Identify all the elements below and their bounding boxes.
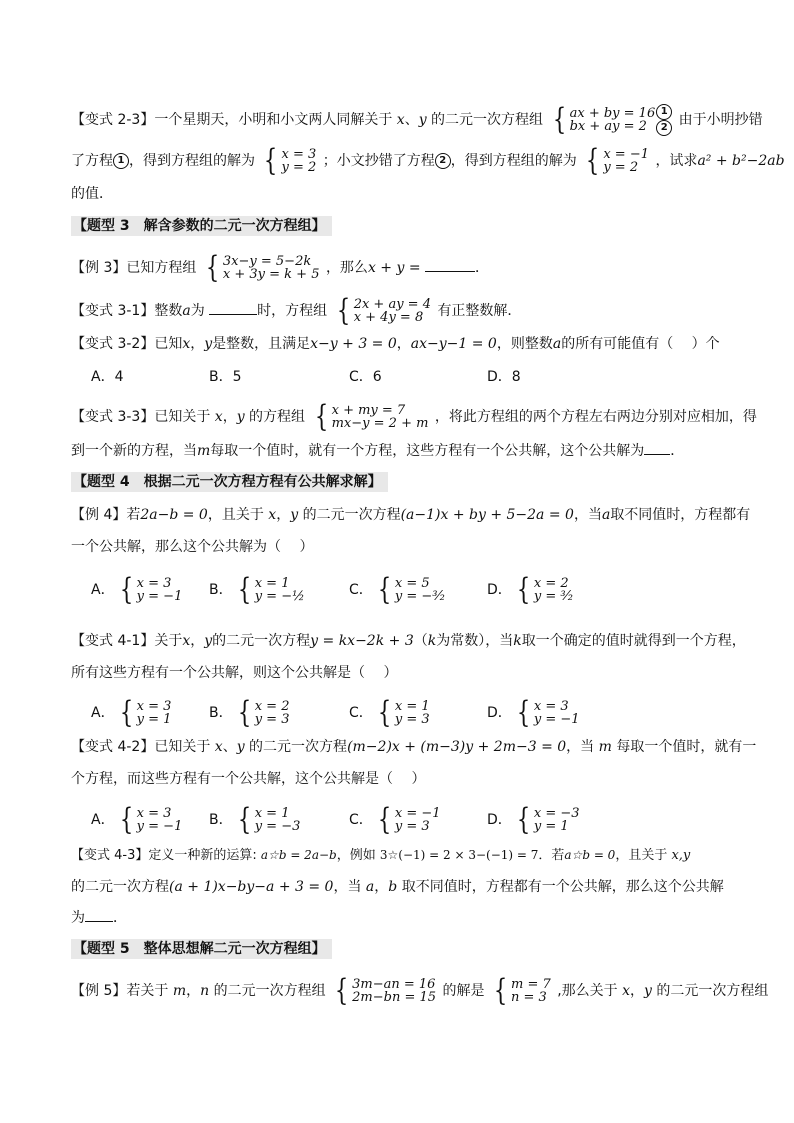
text-fragment: A． [91, 705, 115, 721]
text-fragment: ax + by = 16 [569, 106, 656, 121]
text-fragment: D． [487, 705, 512, 721]
text-fragment: ， [222, 409, 237, 425]
text-fragment: k [513, 633, 522, 649]
text-fragment: 已知关于 [154, 739, 215, 755]
text-fragment: D． [487, 582, 512, 598]
text-fragment: y = 3 [254, 712, 290, 727]
v41-option-c[interactable]: C． { x = 1 y = 3 [349, 695, 430, 730]
v43-line-2 [71, 877, 724, 897]
text-fragment: 关于 [154, 633, 183, 649]
text-fragment: 每取一个值时，就有一个方程，这些方程有一个公共解，这个公共解为 [210, 443, 645, 459]
text-fragment: 整数 [154, 303, 183, 319]
text-fragment: 为常数），当 [436, 633, 514, 649]
text-fragment: y [644, 983, 652, 999]
v32-line [71, 334, 720, 354]
text-fragment: x−y + 3 = 0 [310, 336, 397, 352]
v42-label: 【变式 4-2】 [71, 739, 155, 755]
text-fragment: x + y = [367, 260, 421, 276]
text-fragment: x [268, 507, 277, 523]
text-fragment: ． [670, 443, 685, 459]
circled-one-icon: 1 [113, 153, 129, 169]
text-fragment: x [182, 633, 191, 649]
text-fragment: 由于小明抄错 [678, 112, 763, 128]
text-fragment: 是整数，且满足 [212, 336, 311, 352]
text-fragment: ， [276, 507, 291, 523]
text-fragment: D． [487, 812, 512, 828]
text-fragment: y [290, 507, 299, 523]
text-fragment: 、 [222, 739, 237, 755]
text-fragment: x = 3 [136, 576, 172, 591]
text-fragment: y = 2 [281, 160, 317, 175]
section-title-5: 【题型 5 整体思想解二元一次方程组】 [71, 939, 332, 959]
text-fragment: 的二元一次方程 [298, 507, 401, 523]
text-fragment: 的所有可能值有（ ）个 [561, 336, 720, 352]
text-fragment: 有正整数解． [437, 303, 522, 319]
text-fragment: 的值． [71, 186, 113, 202]
ex4-line-2 [71, 537, 313, 557]
text-fragment: n [200, 983, 210, 999]
text-fragment: 2m−bn = 15 [352, 990, 437, 1005]
text-fragment: 取一个确定的值时就得到一个方程， [521, 633, 746, 649]
text-fragment: x = 3 [136, 806, 172, 821]
v41-line-1 [71, 631, 746, 651]
text-fragment: 取不同值时，方程都有 [610, 507, 751, 523]
text-fragment: x [622, 983, 631, 999]
ex4-option-a[interactable]: A． { x = 3 y = −1 [91, 572, 183, 607]
v23-solution-a: { x = 3 y = 2 [264, 143, 317, 178]
v31-equation-system: { 2x + ay = 4 x + 4y = 8 [336, 293, 431, 328]
v33-line-1 [71, 399, 757, 434]
text-fragment: 已知方程组 [126, 260, 197, 276]
text-fragment: x + 3y = k + 5 [222, 267, 320, 282]
ex5-line [71, 973, 769, 1008]
v31-line [71, 293, 522, 328]
v33-equation-system: { x + my = 7 mx−y = 2 + m [314, 399, 429, 434]
text-fragment: 的二元一次方程组 [426, 112, 544, 128]
text-fragment: x,y [671, 848, 691, 863]
text-fragment: x [214, 409, 223, 425]
text-fragment: ，当 [566, 739, 599, 755]
v32-option-d[interactable]: D．8 [487, 369, 521, 385]
text-fragment: 时，方程组 [257, 303, 328, 319]
text-fragment: 一个星期天，小明和小文两人同解关于 [154, 112, 397, 128]
text-fragment: y = −1 [533, 712, 580, 727]
text-fragment: x + 4y = 8 [353, 310, 424, 325]
text-fragment: A． [91, 582, 115, 598]
v33-line-2 [71, 440, 684, 461]
text-fragment: A． [91, 812, 115, 828]
text-fragment: y = ³⁄₂ [533, 589, 573, 604]
text-fragment: ， [186, 983, 201, 999]
v41-option-b[interactable]: B． { x = 2 y = 3 [209, 695, 290, 730]
text-fragment: 每取一个值时，就有一 [611, 739, 757, 755]
text-fragment: x = −1 [394, 806, 441, 821]
text-fragment: y = −1 [136, 589, 183, 604]
text-fragment: 若 [126, 507, 141, 523]
v23-line-3 [71, 184, 113, 204]
text-fragment: mx−y = 2 + m [331, 416, 429, 431]
text-fragment: B． [209, 582, 233, 598]
text-fragment: x [214, 739, 223, 755]
ex4-option-b[interactable]: B． { x = 1 y = −½ [209, 572, 305, 607]
text-fragment: 的二元一次方程 [71, 879, 169, 895]
text-fragment: x = 2 [254, 699, 290, 714]
v41-option-d[interactable]: D． { x = 3 y = −1 [487, 695, 580, 730]
ex4-label: 【例 4】 [71, 507, 127, 523]
ex3-label: 【例 3】 [71, 260, 127, 276]
text-fragment: y [204, 633, 213, 649]
text-fragment: a☆b = 0 [564, 848, 616, 862]
text-fragment: ,那么关于 [557, 983, 623, 999]
text-fragment: y = 1 [136, 712, 172, 727]
text-fragment: ，且关于 [207, 507, 269, 523]
v33-label: 【变式 3-3】 [71, 409, 155, 425]
v32-label: 【变式 3-2】 [71, 336, 155, 352]
text-fragment: B． [209, 812, 233, 828]
text-fragment: ．若 [538, 848, 565, 863]
text-fragment: a☆b = 2a−b [260, 848, 337, 862]
text-fragment: k [427, 633, 437, 649]
text-fragment: 取不同值时，方程都有一个公共解，那么这个公共解 [397, 879, 724, 895]
text-fragment: x = 3 [281, 147, 317, 162]
text-fragment: ，且关于 [615, 848, 672, 863]
ex3-equation-system: { 3x−y = 5−2k x + 3y = k + 5 [205, 250, 320, 285]
ex5-equation-system: { 3m−an = 16 2m−bn = 15 [334, 973, 437, 1008]
text-fragment: 的二元一次方程组 [651, 983, 769, 999]
text-fragment: ， [190, 633, 205, 649]
v23-solution-b: { x = −1 y = 2 [586, 143, 649, 178]
text-fragment: 所有这些方程有一个公共解，则这个公共解是（ ） [71, 665, 398, 681]
answer-blank[interactable] [209, 300, 257, 315]
v32-option-a[interactable]: A．4 [91, 369, 124, 385]
text-fragment: m [172, 983, 187, 999]
text-fragment: 3☆(−1) = 2 × 3−(−1) = 7 [379, 848, 539, 862]
circled-two-icon: 2 [435, 153, 451, 169]
text-fragment: 若关于 [126, 983, 173, 999]
v43-label: 【变式 4-3】 [71, 848, 149, 863]
text-fragment: ，那么 [325, 260, 368, 276]
text-fragment: ， [190, 336, 205, 352]
text-fragment: a [601, 507, 611, 523]
text-fragment: ． [475, 260, 490, 276]
text-fragment: C． [349, 582, 373, 598]
text-fragment: 3x−y = 5−2k [222, 254, 312, 269]
v43-line-3 [71, 907, 127, 928]
text-fragment: ，试求 [655, 153, 698, 169]
text-fragment: x [396, 112, 405, 128]
text-fragment: a [552, 336, 562, 352]
text-fragment: ， [630, 983, 645, 999]
answer-blank[interactable] [425, 257, 475, 272]
ex4-line-1 [71, 505, 750, 525]
text-fragment: C． [349, 812, 373, 828]
text-fragment: 的方程组 [244, 409, 306, 425]
text-fragment: 为 [190, 303, 205, 319]
text-fragment: 的二元一次方程 [212, 633, 311, 649]
text-fragment: B． [209, 705, 233, 721]
v42-option-b[interactable]: B． { x = 1 y = −3 [209, 802, 301, 837]
text-fragment: x = 1 [254, 576, 290, 591]
ex4-option-c[interactable]: C． { x = 5 y = −³⁄₂ [349, 572, 445, 607]
text-fragment: C． [349, 705, 373, 721]
v23-line-1 [71, 104, 763, 136]
text-fragment: (m−2)x + (m−3)y + 2m−3 = 0 [347, 739, 567, 755]
text-fragment: m = 7 [511, 977, 551, 992]
ex3-line [71, 250, 490, 285]
text-fragment: ， [374, 879, 389, 895]
v42-option-d[interactable]: D． { x = −3 y = 1 [487, 802, 580, 837]
text-fragment: 定义一种新的运算: [148, 848, 257, 863]
answer-blank[interactable] [644, 440, 670, 455]
v42-line-1 [71, 737, 756, 757]
v32-option-c[interactable]: C．6 [349, 369, 382, 385]
text-fragment: x = 3 [533, 699, 569, 714]
v23-line-2 [71, 143, 785, 178]
text-fragment: （ [413, 633, 428, 649]
text-fragment: m [197, 443, 211, 459]
text-fragment: y = 2 [603, 160, 639, 175]
text-fragment: ，当 [333, 879, 366, 895]
text-fragment: x [182, 336, 191, 352]
text-fragment: 到一个新的方程，当 [71, 443, 197, 459]
text-fragment: y = −³⁄₂ [394, 589, 445, 604]
text-fragment: x = 1 [394, 699, 430, 714]
circled-two-icon: 2 [656, 120, 672, 136]
text-fragment: 3m−an = 16 [352, 977, 436, 992]
text-fragment: x = −3 [533, 806, 580, 821]
ex5-label: 【例 5】 [71, 983, 127, 999]
v41-label: 【变式 4-1】 [71, 633, 155, 649]
section-title-4: 【题型 4 根据二元一次方程方程有公共解求解】 [71, 472, 388, 492]
text-fragment: ，则整数 [496, 336, 553, 352]
text-fragment: 已知 [154, 336, 183, 352]
section-title-3: 【题型 3 解含参数的二元一次方程组】 [71, 216, 332, 236]
text-fragment: 已知关于 [154, 409, 215, 425]
text-fragment: ，将此方程组的两个方程左右两边分别对应相加，得 [434, 409, 757, 425]
text-fragment: y [204, 336, 213, 352]
text-fragment: 2a−b = 0 [140, 507, 208, 523]
text-fragment: ax−y−1 = 0 [410, 336, 497, 352]
text-fragment: a [365, 879, 375, 895]
v32-option-b[interactable]: B．5 [209, 369, 242, 385]
text-fragment: x = 1 [254, 806, 290, 821]
v23-equation-system: { ax + by = 16 bx + ay = 2 1 2 [550, 104, 673, 136]
text-fragment: y = −3 [254, 819, 301, 834]
text-fragment: y = 3 [394, 819, 430, 834]
text-fragment: b [388, 879, 398, 895]
text-fragment: y [236, 739, 245, 755]
text-fragment: a [182, 303, 191, 319]
text-fragment: 2x + ay = 4 [353, 297, 431, 312]
text-fragment: bx + ay = 2 [569, 119, 647, 134]
text-fragment: (a + 1)x−by−a + 3 = 0 [169, 879, 334, 895]
v42-option-a[interactable]: A． { x = 3 y = −1 [91, 802, 183, 837]
text-fragment: y [236, 409, 245, 425]
v43-line-1 [71, 845, 690, 866]
text-fragment: 了方程 [71, 153, 113, 169]
text-fragment: 个方程，而这些方程有一个公共解，这个公共解是（ ） [71, 771, 426, 787]
answer-blank[interactable] [85, 907, 113, 922]
text-fragment: ，得到方程组的解为 [129, 153, 255, 169]
v41-line-2 [71, 663, 397, 683]
text-fragment: x = 3 [136, 699, 172, 714]
text-fragment: n = 3 [511, 990, 547, 1005]
text-fragment: y = 3 [394, 712, 430, 727]
text-fragment: y = kx−2k + 3 [310, 633, 414, 649]
text-fragment: ；小文抄错了方程 [322, 153, 435, 169]
text-fragment: m [598, 739, 612, 755]
text-fragment: x = −1 [603, 147, 649, 162]
text-fragment: 的二元一次方程 [244, 739, 348, 755]
text-fragment: ， [396, 336, 411, 352]
ex5-solution: { m = 7 n = 3 [493, 973, 551, 1008]
text-fragment: 、 [404, 112, 419, 128]
text-fragment: x = 2 [533, 576, 569, 591]
text-fragment: (a−1)x + by + 5−2a = 0 [400, 507, 574, 523]
text-fragment: 一个公共解，那么这个公共解为（ ） [71, 539, 314, 555]
circled-one-icon: 1 [656, 104, 672, 120]
text-fragment: ． [113, 910, 127, 926]
text-fragment: x + my = 7 [331, 403, 406, 418]
text-fragment: y = −½ [254, 589, 305, 604]
text-fragment: ，当 [573, 507, 602, 523]
text-fragment: ，例如 [336, 848, 376, 863]
v23-label: 【变式 2-3】 [71, 112, 155, 128]
text-fragment: x = 5 [394, 576, 430, 591]
text-fragment: y = −1 [136, 819, 183, 834]
v42-option-c[interactable]: C． { x = −1 y = 3 [349, 802, 441, 837]
text-fragment: y [418, 112, 427, 128]
ex4-option-d[interactable]: D． { x = 2 y = ³⁄₂ [487, 572, 573, 607]
text-fragment: a² + b²−2ab [697, 153, 785, 169]
text-fragment: y = 1 [533, 819, 569, 834]
v31-label: 【变式 3-1】 [71, 303, 155, 319]
v41-option-a[interactable]: A． { x = 3 y = 1 [91, 695, 172, 730]
v42-line-2 [71, 769, 425, 789]
text-fragment: 为 [71, 910, 85, 926]
text-fragment: ，得到方程组的解为 [450, 153, 577, 169]
text-fragment: 的二元一次方程组 [209, 983, 326, 999]
text-fragment: 的解是 [442, 983, 485, 999]
